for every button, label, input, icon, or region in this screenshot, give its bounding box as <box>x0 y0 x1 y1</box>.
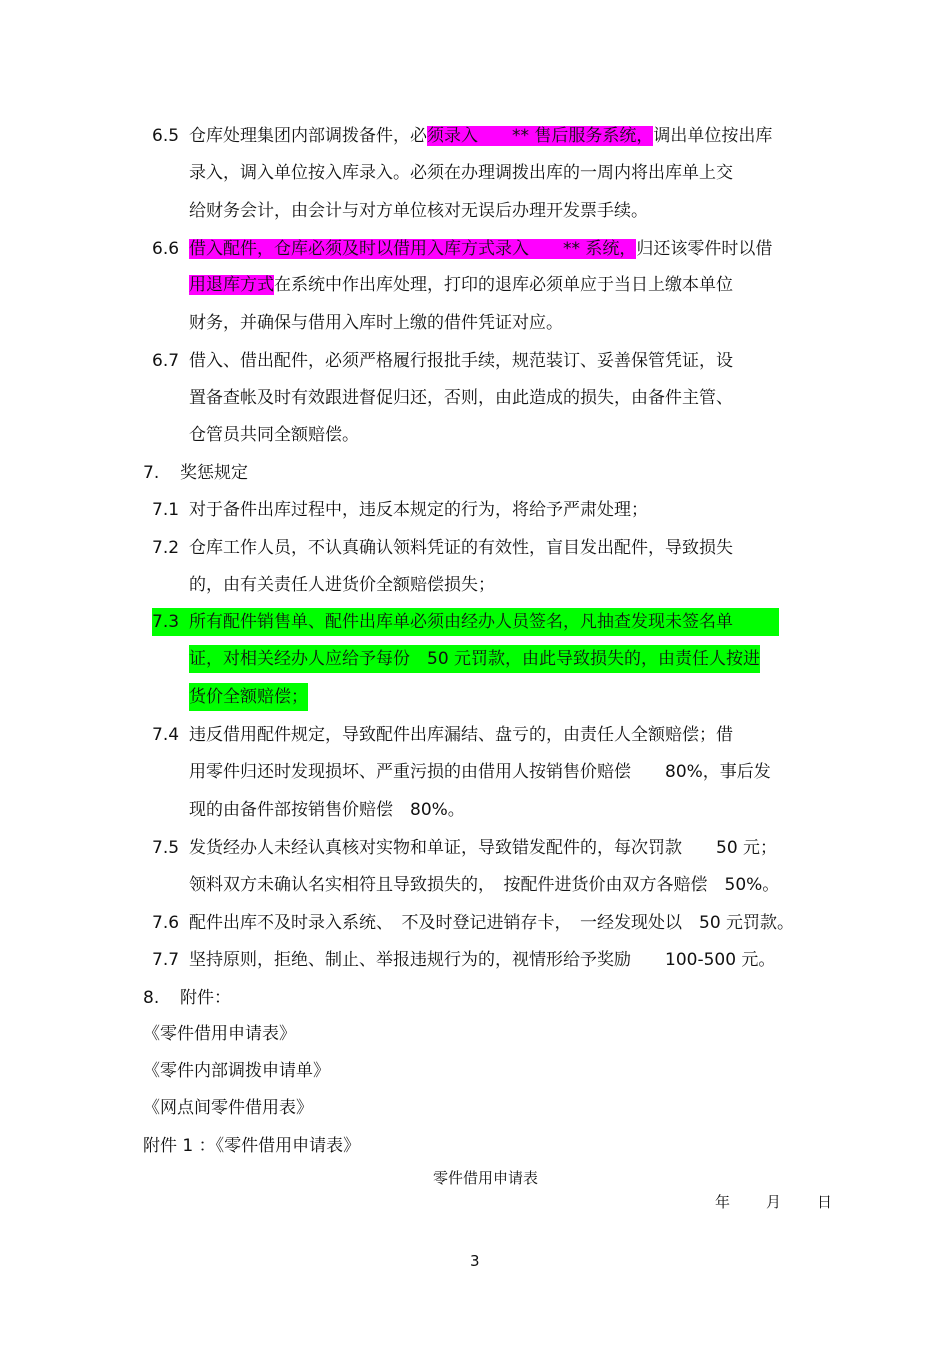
highlighted-text: 用退库方式 <box>189 275 274 295</box>
section-7-7-line-1 <box>152 946 775 974</box>
section-number: 7.3 <box>152 612 180 632</box>
section-number: 7.1 <box>152 500 180 520</box>
body-text: 调出单位按出库 <box>653 126 773 146</box>
section-7-heading <box>143 459 248 487</box>
date-year-label: 年 <box>715 1193 731 1211</box>
section-title: 附件： <box>180 988 231 1008</box>
section-7-4-line-2: 用零件归还时发现损坏、严重污损的由借用人按销售价赔偿 80%，事后发 <box>189 762 771 782</box>
section-number: 7.4 <box>152 725 180 745</box>
body-text: 对于备件出库过程中，违反本规定的行为，将给予严肃处理； <box>189 500 648 520</box>
body-text: 发货经办人未经认真核对实物和单证，导致错发配件的，每次罚款 50 元； <box>189 838 778 858</box>
section-number: 7. <box>143 463 160 483</box>
body-text: 仓库工作人员，不认真确认领料凭证的有效性，盲目发出配件，导致损失 <box>189 538 733 558</box>
body-text: 配件出库不及时录入系统、 不及时登记进销存卡， 一经发现处以 50 元罚款。 <box>189 913 795 933</box>
section-7-6-line-1 <box>152 909 794 937</box>
section-7-5-line-1 <box>152 834 777 862</box>
section-6-7-line-2: 置备查帐及时有效跟进督促归还，否则，由此造成的损失，由备件主管、 <box>189 388 733 408</box>
section-6-7-line-1 <box>152 347 733 375</box>
section-number: 7.5 <box>152 838 180 858</box>
section-number: 6.5 <box>152 126 180 146</box>
section-number: 7.7 <box>152 950 180 970</box>
section-number: 6.6 <box>152 239 180 259</box>
form-title: 零件借用申请表 <box>433 1169 539 1187</box>
section-7-3-line-1 <box>152 608 779 636</box>
section-6-5-line-1 <box>152 122 772 150</box>
section-7-1-line-1 <box>152 496 648 524</box>
section-number: 7.6 <box>152 913 180 933</box>
highlighted-text: 须录入 ** 售后服务系统， <box>427 126 654 146</box>
body-text: 坚持原则，拒绝、制止、举报违规行为的，视情形给予奖励 100-500 元。 <box>189 950 776 970</box>
section-6-5-line-3: 给财务会计，由会计与对方单位核对无误后办理开发票手续。 <box>189 201 648 221</box>
section-7-3-line-3: 货价全额赔偿； <box>189 683 308 711</box>
attachment-item: 《网点间零件借用表》 <box>143 1098 313 1118</box>
attachment-item: 《零件借用申请表》 <box>143 1024 296 1044</box>
body-text: 违反借用配件规定，导致配件出库漏结、盘亏的，由责任人全额赔偿；借 <box>189 725 733 745</box>
section-number: 6.7 <box>152 351 180 371</box>
section-number: 7.2 <box>152 538 180 558</box>
body-text: 借入、借出配件，必须严格履行报批手续，规范装订、妥善保管凭证，设 <box>189 351 733 371</box>
page-number: 3 <box>470 1252 480 1270</box>
date-month-label: 月 <box>766 1193 782 1211</box>
date-day-label: 日 <box>817 1193 833 1211</box>
section-7-2-line-1 <box>152 534 733 562</box>
section-title: 奖惩规定 <box>180 463 248 483</box>
body-text: 仓库处理集团内部调拨备件，必 <box>189 126 427 146</box>
section-6-5-line-2: 录入，调入单位按入库录入。必须在办理调拨出库的一周内将出库单上交 <box>189 163 733 183</box>
body-text: 在系统中作出库处理，打印的退库必须单应于当日上缴本单位 <box>274 275 733 295</box>
body-text: 归还该零件时以借 <box>636 239 773 259</box>
attachment-item: 《零件内部调拨申请单》 <box>143 1061 330 1081</box>
body-text: 所有配件销售单、配件出库单必须由经办人员签名，凡抽查发现未签名单 <box>189 612 733 632</box>
section-6-6-line-1 <box>152 235 772 263</box>
section-8-heading <box>143 984 231 1012</box>
section-7-4-line-1 <box>152 721 733 749</box>
section-7-3-line-2: 证，对相关经办人应给予每份 50 元罚款，由此导致损失的，由责任人按进 <box>189 645 760 673</box>
section-number: 8. <box>143 988 160 1008</box>
section-7-5-line-2: 领料双方未确认名实相符且导致损失的， 按配件进货价由双方各赔偿 50%。 <box>189 875 780 895</box>
attachment-1-heading: 附件 1 ：《零件借用申请表》 <box>143 1136 361 1156</box>
section-6-6-line-2 <box>189 271 733 299</box>
section-7-2-line-2: 的，由有关责任人进货价全额赔偿损失； <box>189 575 495 595</box>
highlighted-text: 借入配件，仓库必须及时以借用入库方式录入 ** 系统， <box>189 239 637 259</box>
section-6-7-line-3: 仓管员共同全额赔偿。 <box>189 425 359 445</box>
section-7-4-line-3: 现的由备件部按销售价赔偿 80%。 <box>189 800 465 820</box>
section-6-6-line-3: 财务，并确保与借用入库时上缴的借件凭证对应。 <box>189 313 563 333</box>
